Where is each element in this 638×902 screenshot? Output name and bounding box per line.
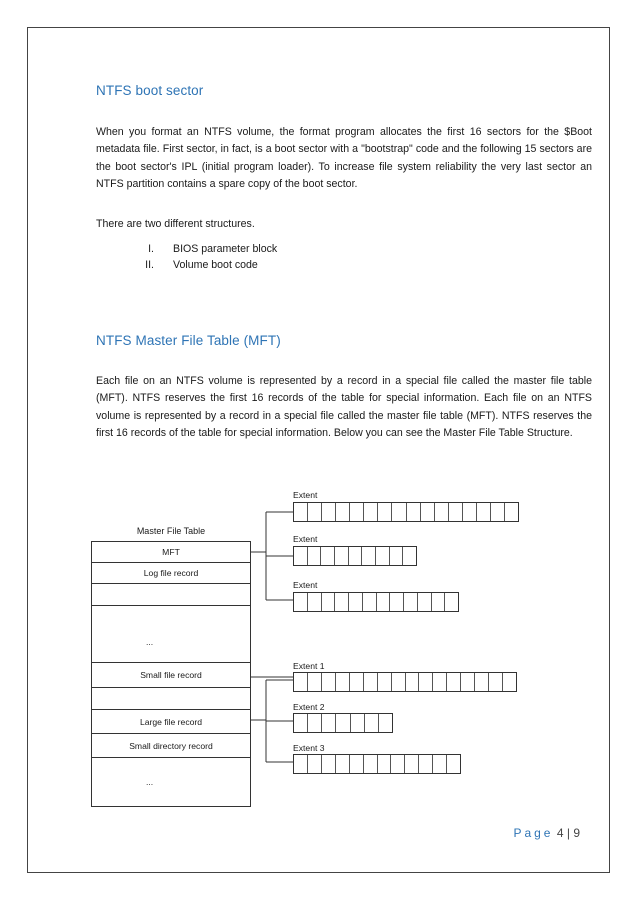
extent-block [293,672,517,692]
extent-label: Extent 1 [293,661,325,671]
mft-row: Small directory record [92,734,250,758]
list-text: Volume boot code [173,259,258,271]
mft-row [92,584,250,606]
list-text: BIOS parameter block [173,243,278,255]
list-number: II. [145,259,154,271]
mft-table-title: Master File Table [136,526,206,536]
extent-block [293,546,417,566]
section-heading-mft: NTFS Master File Table (MFT) [96,333,281,348]
mft-paragraph: Each file on an NTFS volume is represented by a record in a special file called the master file table (MFT). NTFS reserves the first 16 records of the table for special information. Each file on an NTFS volume is represented by a record in a special file called the master file table (MFT). NTFS reserves the first 16 records of the table for special information. Below you can see the Master File Table Structure. [96,375,592,440]
extent-label: Extent 2 [293,702,325,712]
total-page-number: 9 [573,826,580,840]
mft-row: ... [146,777,154,787]
mft-table [91,541,251,807]
extent-block [293,754,461,774]
boot-sector-paragraph: When you format an NTFS volume, the format program allocates the first 16 sectors for the $Boot metadata file. First sector, in fact, is a boot sector with a "bootstrap" code and the following 15 sectors are the boot sector's IPL (initial program loader). To increase file system reliability the very last sector an NTFS partition contains a spare copy of the boot sector. [96,126,592,191]
extent-label: Extent [293,534,318,544]
structures-list [120,243,277,275]
list-item [120,243,277,259]
extent-block [293,713,393,733]
extent-label: Extent 3 [293,743,325,753]
extent-block [293,502,519,522]
mft-row: MFT [92,542,250,563]
mft-row [92,688,250,710]
page-footer [513,826,580,840]
extent-label: Extent [293,490,318,500]
section-heading-boot-sector: NTFS boot sector [96,83,204,98]
mft-row: ... [92,606,250,663]
list-number: I. [148,243,154,255]
page-separator: | [566,826,570,840]
extent-label: Extent [293,580,318,590]
mft-structure-diagram [91,490,511,810]
mft-row: Large file record [92,710,250,734]
mft-row: Small file record [92,663,250,688]
mft-row: Log file record [92,563,250,584]
structures-intro: There are two different structures. [96,218,255,230]
extent-block [293,592,459,612]
list-item [120,259,277,275]
current-page-number: 4 [556,826,564,840]
page-word: Page [513,826,554,840]
